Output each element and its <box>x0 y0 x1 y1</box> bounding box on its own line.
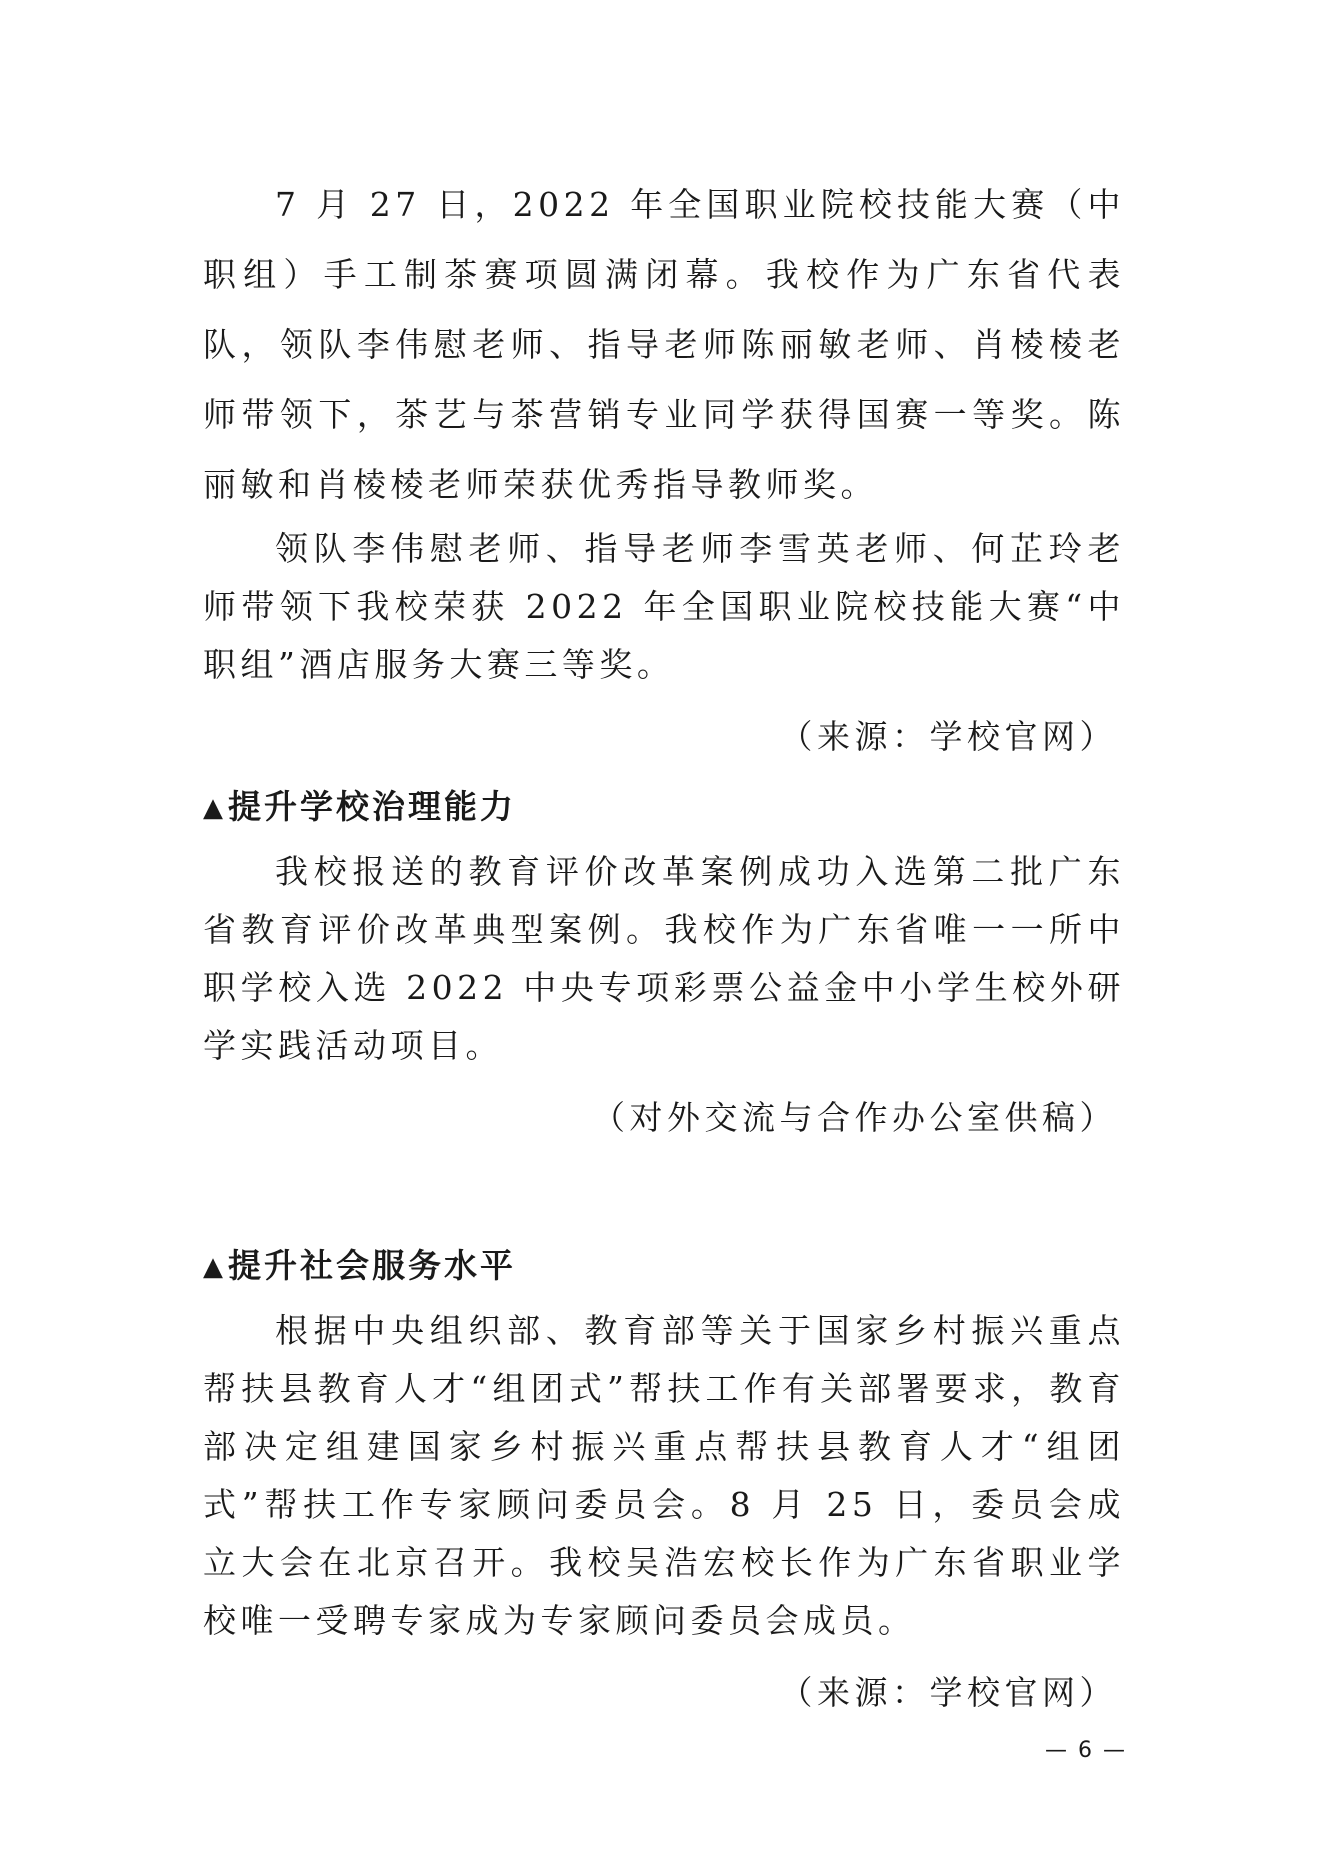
document-content <box>203 170 1125 1728</box>
intro-paragraph-2: 领队李伟慰老师、指导老师李雪英老师、何芷玲老师带领下我校荣获 2022 年全国职业院校技能大赛“中职组”酒店服务大赛三等奖。 <box>203 529 1125 684</box>
service-source: （来源：学校官网） <box>779 1673 1117 1712</box>
triangle-bullet-icon: ▲ <box>203 793 226 823</box>
service-heading-text: 提升社会服务水平 <box>228 1246 516 1285</box>
governance-heading <box>203 772 1125 843</box>
governance-heading-text: 提升学校治理能力 <box>228 787 516 826</box>
page-number: — 6 — <box>1045 1738 1127 1763</box>
service-heading <box>203 1231 1125 1302</box>
triangle-bullet-icon: ▲ <box>203 1252 226 1282</box>
governance-source: （对外交流与合作办公室供稿） <box>592 1098 1117 1137</box>
governance-paragraph: 我校报送的教育评价改革案例成功入选第二批广东省教育评价改革典型案例。我校作为广东省唯一一所中职学校入选 2022 中央专项彩票公益金中小学生校外研学实践活动项目。 <box>203 852 1125 1065</box>
service-paragraph: 根据中央组织部、教育部等关于国家乡村振兴重点帮扶县教育人才“组团式”帮扶工作有关部署要求，教育部决定组建国家乡村振兴重点帮扶县教育人才“组团式”帮扶工作专家顾问委员会。8 月 25 日，委员会成立大会在北京召开。我校吴浩宏校长作为广东省职业学校唯一受聘专家成为专家顾问委员会成员。 <box>203 1311 1125 1640</box>
intro-source: （来源：学校官网） <box>779 717 1117 756</box>
intro-paragraph-1: 7 月 27 日，2022 年全国职业院校技能大赛（中职组）手工制茶赛项圆满闭幕。我校作为广东省代表队，领队李伟慰老师、指导老师陈丽敏老师、肖棱棱老师带领下，茶艺与茶营销专业同学获得国赛一等奖。陈丽敏和肖棱棱老师荣获优秀指导教师奖。 <box>203 185 1125 504</box>
